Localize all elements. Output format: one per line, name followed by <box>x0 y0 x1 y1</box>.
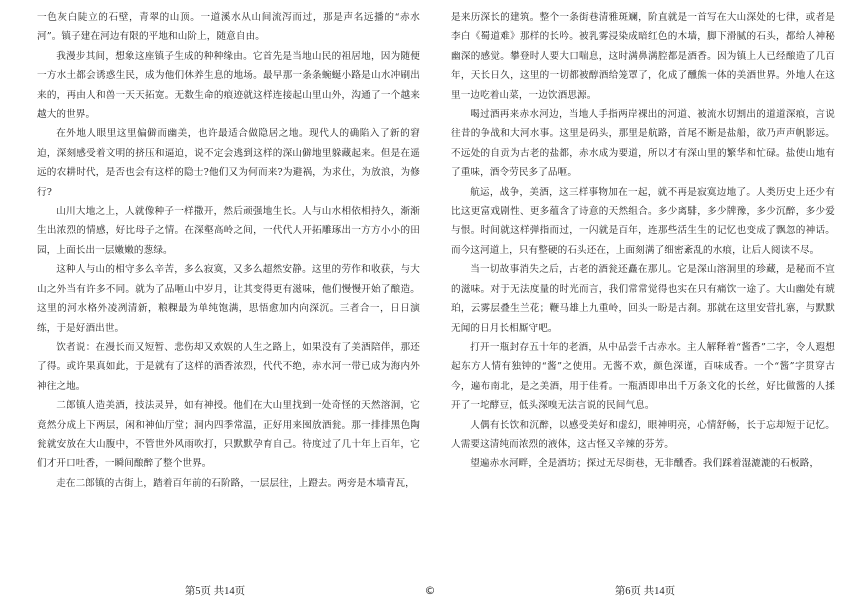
paragraph: 人偶有长饮和沉醉，以感受美好和虚幻，眼神明亮，心情舒畅，长于忘却短于记忆。人需要这清纯而浓烈的液体，这古怪又辛辣的芬芳。 <box>451 419 835 450</box>
paragraph: 一色灰白陡立的石壁，青翠的山顶。一道溪水从山间流泻而过，那是声名远播的“赤水河”。镇子建在河边有限的平地和山阶上，随意自由。 <box>37 12 421 43</box>
paragraph: 这种人与山的相守多么辛苦，多么寂寞，又多么超然安静。这里的劳作和收获，与大山之外当有许多不同。就为了品咂山中岁月，让其变得更有滋味，他们慢慢开始了酿造。这里的河水格外凌冽清新，粮粿最为单纯饱满，思悟愈加内向深沉。三者合一，日日演练，于是好酒出世。 <box>37 264 420 334</box>
paragraph: 在外地人眼里这里偏僻而幽美，也许最适合做隐居之地。现代人的确陷入了新的窘迫，深刻感受着文明的挤压和逼迫，说不定会逃到这样的深山僻地里躲藏起来。但是在遥远的农耕时代，是否也会有这样的隐士?他们又为何而来?为避祸，为求仕，为放浪，为修行? <box>37 128 420 198</box>
paragraph: 我漫步其间，想象这座镇子生成的种种缘由。它首先是当地山民的祖居地，因为随便一方水土都会诱惑生民，成为他们休养生息的地场。最早那一条条蜿蜒小路是山水冲刷出来的，再由人和兽一天天拓宽。无数生命的痕迹就这样连接起山里山外，沟通了一个越来越大的世界。 <box>37 50 420 121</box>
paragraph: 打开一瓶封存五十年的老酒，从中品尝千古赤水。主人解释着“酱香”二字，令人遐想起东方人情有独钟的“酱”之使用。无酱不欢，颜色深谨，百味成香。一个“酱”字贯穿古今，遍布南北，是之美酒，用于佳肴。一瓶酒即串出千万条文化的长丝，好比做酱的人揉开了一坨酵豆，低头深嗅无法言说的民间气息。 <box>451 341 835 412</box>
paragraph: 二郎镇人造美酒，技法灵异，如有神授。他们在大山里找到一处奇怪的天然溶洞，它竟然分成上下两层，闲和神仙厅堂；洞内四季常温，正好用来囤放酒瓮。那一排排黑色陶瓮就安放在大山腹中，不管世外风雨吹打，只默默孕育自己。待度过了几十年上百年，它们才开口吐香，一瞬间酿醉了整个世界。 <box>37 400 420 470</box>
paragraph: 是来历深长的建筑。整个一条街巷清雅斑斓，阶直就是一首写在大山深处的七律，或者是李白《蜀道难》那样的长吟。被乳雾浸染成暗红色的木墙，脚下滑腻的石头，都给人神秘幽深的感觉。攀登时人要大口喘息，这时满鼻满腔都是酒香。因为镇上人已经酿造了几百年，天长日久，这里的一切都被醇酒给笼罩了，化成了醺熊一体的美酒世界。外地人在这里一边吃着山菜，一边饮酒思源。 <box>451 12 835 101</box>
paragraph: 望遍赤水河畔，全是酒坊；探过无尽街巷，无非醺香。我们踩着湿漉漉的石板路， <box>470 458 820 470</box>
copyright-icon: © <box>424 584 436 597</box>
right-page-column <box>451 8 835 474</box>
paragraph: 走在二郎镇的古街上，踏着百年前的石阶路，一层层往，上蹬去。两旁是木墙青瓦， <box>56 477 415 489</box>
page-number-right: 第6页 共14页 <box>614 586 676 597</box>
paragraph: 当一切故事消失之后，古老的酒瓮还矗在那儿。它是深山溶洞里的珍藏，是秘而不宣的滋味。对于无法度量的时光而言，我们常常觉得也实在只有痛饮一途了。大山幽处有琥珀，云雾层叠生兰花；鞭马雄上九重岭，回头一盼是古刹。那就在这里安营扎寨，与默默无闻的日月长相厮守吧。 <box>451 264 835 334</box>
paragraph: 喝过酒再来赤水河边，当地人手指两岸裸出的河道、被流水切割出的道道深痕，言说往昔的争战和大河水事。这里是码头，那里是航路，首尾不断是盐船，欲乃声声帆影远。不远处的自贡为古老的盐都，赤水成为要道，所以才有深山里的繁华和忙碌。盐使山地有了重味，酒令劳民多了品咂。 <box>451 109 835 179</box>
left-page-column <box>37 8 420 493</box>
paragraph: 山川大地之上，人就像种子一样撒开，然后顽强地生长。人与山水相依相持久，渐渐生出浓烈的情感，好比母子之情。在深壑高岭之间，一代代人开拓雕琢出一方方小小的田园，上面长出一层嫩嫩的葱绿。 <box>37 206 420 256</box>
paragraph: 饮者说：在漫长而又短暂、悲伤却又欢娱的人生之路上，如果没有了美酒陪伴，那还了得。或许果真如此，于是就有了这样的酒香浓烈，代代不绝，赤水河一带已成为海内外神往之地。 <box>37 341 420 392</box>
paragraph: 航运，战争，美酒，这三样事物加在一起，就不再是寂寞边地了。人类历史上还少有比这更富戏剧性、更多蕴含了诗意的天然组合。多少离騑，多少牌豫，多少沉醉，多少爱与恨。时间就这样弹指而过，一闪就是百年，连那些活生生的记忆也变成了飘忽的神话。而今这河道上，只有整硬的石头还在，上面刻满了细密紊乱的水痕，让后人阅读不尽。 <box>451 186 835 256</box>
page-number-left: 第5页 共14页 <box>184 586 246 597</box>
